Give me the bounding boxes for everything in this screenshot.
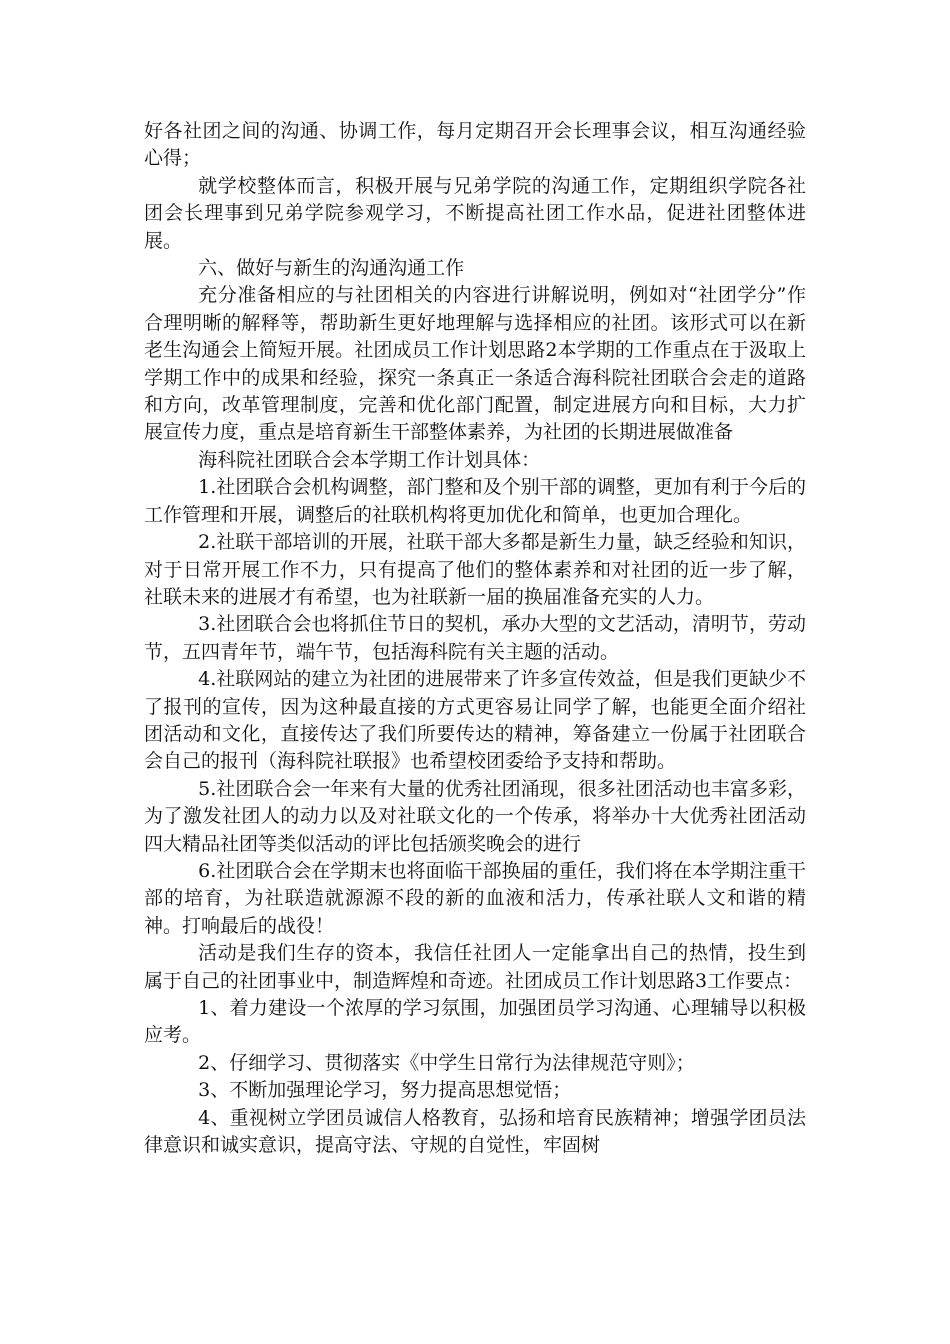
document-body [144, 118, 806, 1159]
paragraph-4: 充分准备相应的与社团相关的内容进行讲解说明，例如对“社团学分”作合理明晰的解释等，帮助新生更好地理解与选择相应的社团。该形式可以在新老生沟通会上简短开展。社团成员工作计划思路2本学期的工作重点在于汲取上学期工作中的成果和经验，探究一条真正一条适合海科院社团联合会走的道路和方向，改革管理制度，完善和优化部门配置，制定进展方向和目标，大力扩展宣传力度，重点是培育新生干部整体素养，为社团的长期进展做准备 [144, 284, 806, 444]
plan-item-1: 1.社团联合会机构调整，部门整和及个别干部的调整，更加有利于今后的工作管理和开展，调整后的社联机构将更加优化和简单，也更加合理化。 [144, 476, 806, 526]
plan-item-4: 4.社联网站的建立为社团的进展带来了许多宣传效益，但是我们更缺少不了报刊的宣传，因为这种最直接的方式更容易让同学了解，也能更全面介绍社团活动和文化，直接传达了我们所要传达的精神，筹备建立一份属于社团联合会自己的报刊（海科院社联报》也希望校团委给予支持和帮助。 [144, 668, 806, 773]
section-heading-six: 六、做好与新生的沟通沟通工作 [198, 257, 465, 280]
key-point-1: 1、着力建设一个浓厚的学习氛围，加强团员学习沟通、心理辅导以积极应考。 [144, 997, 806, 1047]
paragraph-closing: 活动是我们生存的资本，我信任社团人一定能拿出自己的热情，投生到属于自己的社团事业中，制造辉煌和奇迹。社团成员工作计划思路3工作要点： [144, 942, 806, 992]
key-point-2: 2、仔细学习、贯彻落实《中学生日常行为法律规范守则》； [198, 1051, 695, 1074]
plan-item-3: 3.社团联合会也将抓住节日的契机，承办大型的文艺活动，清明节，劳动节，五四青年节，端午节，包括海科院有关主题的活动。 [144, 613, 806, 663]
key-point-3: 3、不断加强理论学习，努力提高思想觉悟； [198, 1079, 572, 1102]
paragraph-2: 就学校整体而言，积极开展与兄弟学院的沟通工作，定期组织学院各社团会长理事到兄弟学院参观学习，不断提高社团工作水品，促进社团整体进展。 [144, 174, 806, 252]
plan-item-6: 6.社团联合会在学期末也将面临干部换届的重任，我们将在本学期注重干部的培育，为社联造就源源不段的新的血液和活力，传承社联人文和谐的精神。打响最后的战役！ [144, 859, 806, 937]
paragraph-1: 好各社团之间的沟通、协调工作，每月定期召开会长理事会议，相互沟通经验心得； [144, 120, 806, 170]
key-point-4: 4、重视树立学团员诚信人格教育，弘扬和培育民族精神；增强学团员法律意识和诚实意识，提高守法、守规的自觉性，牢固树 [144, 1106, 806, 1157]
plan-intro: 海科院社团联合会本学期工作计划具体： [198, 448, 541, 471]
plan-item-2: 2.社联干部培训的开展，社联干部大多都是新生力量，缺乏经验和知识，对于日常开展工作不力，只有提高了他们的整体素养和对社团的近一步了解，社联未来的进展才有希望，也为社联新一届的换届准备充实的人力。 [144, 531, 806, 608]
plan-item-5: 5.社团联合会一年来有大量的优秀社团涌现，很多社团活动也丰富多彩，为了激发社团人的动力以及对社联文化的一个传承，将举办十大优秀社团活动四大精品社团等类似活动的评比包括颁奖晚会的进行 [144, 777, 806, 855]
